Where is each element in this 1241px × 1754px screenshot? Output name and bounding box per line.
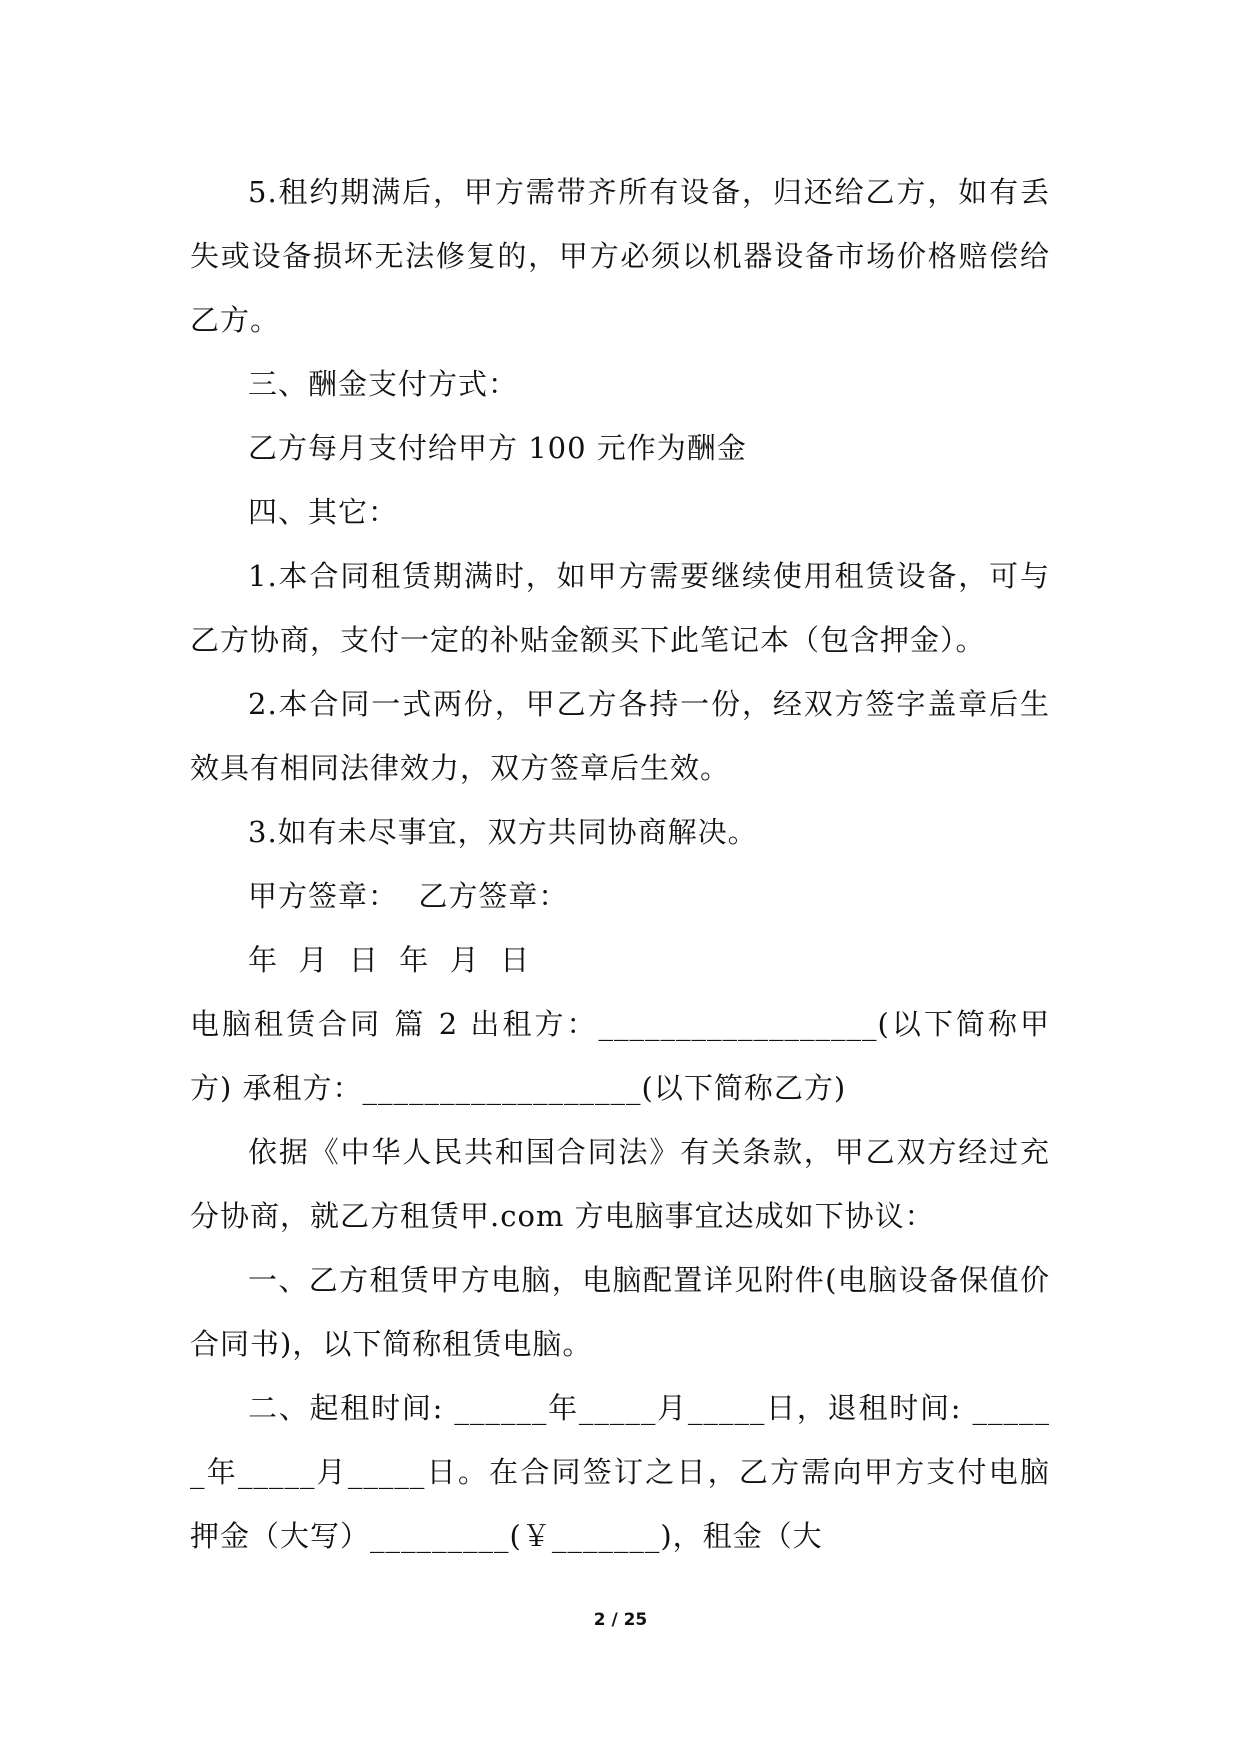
document-body [190,160,1050,1568]
paragraph-copies: 2.本合同一式两份，甲乙方各持一份，经双方签字盖章后生效具有相同法律效力，双方签章后生效。 [190,687,1050,785]
paragraph-lease-expiry: 1.本合同租赁期满时，如甲方需要继续使用租赁设备，可与乙方协商，支付一定的补贴金额买下此笔记本（包含押金）。 [190,559,1050,657]
date-line: 年 月 日 年 月 日 [248,943,531,977]
heading-payment-method: 三、酬金支付方式： [248,367,519,401]
clause-two-lease-time: 二、起租时间: ______年_____月_____日，退租时间: ______年_____月_____日。在合同签订之日，乙方需向甲方支付电脑押金（大写）_________(￥_______)，租金（大 [190,1391,1050,1553]
paragraph-legal-basis: 依据《中华人民共和国合同法》有关条款，甲乙双方经过充分协商，就乙方租赁甲.com 方电脑事宜达成如下协议： [190,1135,1050,1233]
paragraph-return-equipment: 5.租约期满后，甲方需带齐所有设备，归还给乙方，如有丢失或设备损坏无法修复的，甲方必须以机器设备市场价格赔偿给乙方。 [190,175,1050,337]
page-number: 2 / 25 [593,1610,648,1630]
clause-one-lease: 一、乙方租赁甲方电脑，电脑配置详见附件(电脑设备保值价合同书)，以下简称租赁电脑。 [190,1263,1050,1361]
contract-2-title-parties: 电脑租赁合同 篇 2 出租方：__________________(以下简称甲方) 承租方：__________________(以下简称乙方) [190,1007,1050,1105]
heading-other: 四、其它： [248,495,399,529]
paragraph-monthly-fee: 乙方每月支付给甲方 100 元作为酬金 [248,431,747,465]
signature-line: 甲方签章： 乙方签章： [248,879,569,913]
paragraph-unresolved: 3.如有未尽事宜，双方共同协商解决。 [248,815,758,849]
